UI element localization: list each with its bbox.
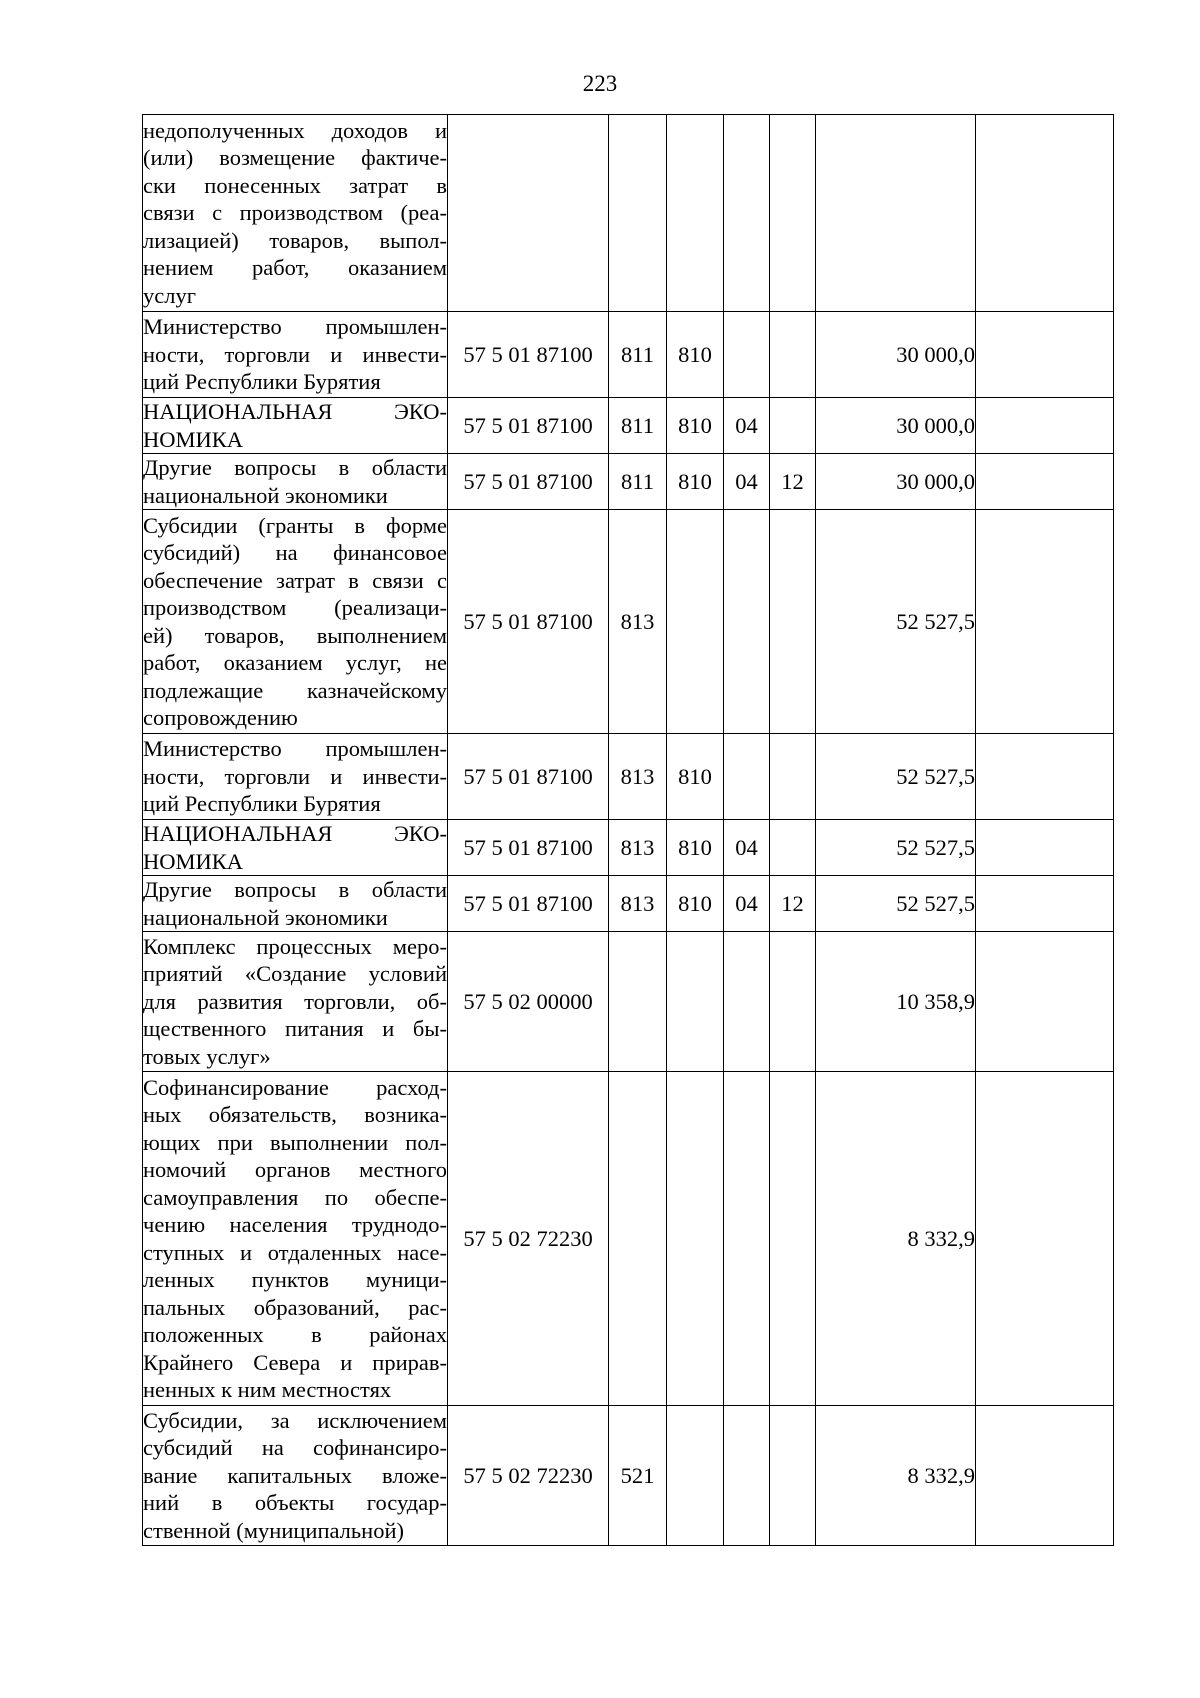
name-line: ний в объекты государ- [143,1490,447,1516]
name-line: НАЦИОНАЛЬНАЯ ЭКО- [143,821,447,846]
cell-pr: 12 [770,454,816,510]
cell-empty [976,1406,1114,1546]
table-row [143,876,1114,932]
cell-csr: 57 5 01 87100 [448,876,609,932]
name-line: Комплекс процессных меро- [143,933,447,959]
cell-csr: 57 5 01 87100 [448,398,609,454]
name-line: Другие вопросы в области [143,455,447,480]
cell-sum: 52 527,5 [816,510,976,734]
name-line: связи с производством (реа- [143,200,447,226]
name-line: положенных в районах [143,1322,447,1347]
cell-vr: 813 [609,876,667,932]
cell-grbs: 810 [667,312,724,398]
name-line: субсидий) на финансовое [143,540,447,565]
cell-empty [976,312,1114,398]
cell-empty [976,454,1114,510]
name-line: обеспечение затрат в связи с [143,567,447,593]
cell-vr: 521 [609,1406,667,1546]
cell-vr: 813 [609,510,667,734]
name-line: (или) возмещение фактиче- [143,145,447,171]
name-line: ности, торговли и инвести- [143,763,447,789]
table-body [143,115,1114,1546]
cell-sum: 52 527,5 [816,734,976,820]
name-line: товых услуг» [143,1043,271,1069]
name-line: подлежащие казначейскому [143,677,447,703]
cell-vr: 811 [609,312,667,398]
name-line: пальных образований, рас- [143,1294,447,1320]
page-number: 223 [582,71,618,96]
cell-csr: 57 5 01 87100 [448,454,609,510]
cell-rz [724,510,770,734]
cell-csr: 57 5 01 87100 [448,510,609,734]
cell-pr [770,1406,816,1546]
cell-empty [976,510,1114,734]
cell-name [143,876,448,932]
cell-grbs [667,1406,724,1546]
name-line: Министерство промышлен- [143,314,447,340]
name-line: услуг [143,282,196,308]
cell-csr: 57 5 01 87100 [448,820,609,876]
cell-rz: 04 [724,398,770,454]
name-line: Крайнего Севера и прирав- [143,1349,447,1375]
table-row [143,1072,1114,1406]
cell-pr [770,734,816,820]
cell-name [143,398,448,454]
cell-name [143,1072,448,1406]
cell-pr [770,398,816,454]
cell-name [143,1406,448,1546]
cell-sum: 8 332,9 [816,1072,976,1406]
name-line: ных обязательств, возника- [143,1102,447,1127]
cell-pr: 12 [770,876,816,932]
name-line: самоуправления по обеспе- [143,1184,447,1210]
cell-vr: 811 [609,454,667,510]
cell-name [143,115,448,312]
cell-rz: 04 [724,876,770,932]
cell-grbs: 810 [667,876,724,932]
name-line: Софинансирование расход- [143,1074,447,1100]
name-line: ненных к ним местностях [143,1377,392,1402]
table-row [143,510,1114,734]
name-line: ющих при выполнении пол- [143,1129,447,1155]
cell-rz [724,312,770,398]
cell-csr: 57 5 02 72230 [448,1406,609,1546]
cell-csr: 57 5 01 87100 [448,312,609,398]
name-line: работ, оказанием услуг, не [143,650,447,675]
cell-sum: 10 358,9 [816,932,976,1072]
cell-vr: 811 [609,398,667,454]
cell-vr: 813 [609,734,667,820]
cell-vr [609,1072,667,1406]
cell-csr: 57 5 02 00000 [448,932,609,1072]
table-row [143,115,1114,312]
name-line: недополученных доходов и [143,117,447,143]
name-line: НАЦИОНАЛЬНАЯ ЭКО- [143,399,447,424]
cell-grbs: 810 [667,820,724,876]
name-line: Субсидии (гранты в форме [143,512,447,538]
cell-sum [816,115,976,312]
cell-pr [770,312,816,398]
name-line: ей) товаров, выполнением [143,622,447,648]
name-line: для развития торговли, об- [143,988,447,1014]
cell-vr: 813 [609,820,667,876]
budget-table [142,114,1114,1546]
name-line: ступных и отдаленных насе- [143,1239,447,1265]
cell-pr [770,820,816,876]
cell-pr [770,115,816,312]
cell-rz [724,932,770,1072]
name-line: нением работ, оказанием [143,255,447,281]
cell-vr [609,932,667,1072]
name-line: ски понесенных затрат в [143,172,447,198]
table-row [143,932,1114,1072]
cell-sum: 30 000,0 [816,454,976,510]
cell-name [143,454,448,510]
name-line: сопровождению [143,705,298,730]
cell-name [143,820,448,876]
cell-empty [976,398,1114,454]
cell-sum: 30 000,0 [816,312,976,398]
cell-rz [724,115,770,312]
cell-rz: 04 [724,454,770,510]
cell-rz [724,734,770,820]
name-line: производством (реализаци- [143,595,447,620]
cell-csr: 57 5 02 72230 [448,1072,609,1406]
cell-grbs: 810 [667,454,724,510]
cell-pr [770,510,816,734]
table-row [143,312,1114,398]
name-line: Субсидии, за исключением [143,1407,447,1433]
cell-sum: 30 000,0 [816,398,976,454]
name-line: НОМИКА [143,848,244,874]
cell-empty [976,876,1114,932]
name-line: ственной (муниципальной) [143,1517,404,1543]
cell-grbs [667,510,724,734]
name-line: ций Республики Бурятия [143,791,381,817]
name-line: НОМИКА [143,426,244,452]
cell-pr [770,1072,816,1406]
name-line: субсидий на софинансиро- [143,1435,447,1461]
cell-empty [976,932,1114,1072]
cell-rz [724,1072,770,1406]
table-row [143,734,1114,820]
cell-rz [724,1406,770,1546]
name-line: вание капитальных вложе- [143,1462,447,1488]
name-line: чению населения труднодо- [143,1212,447,1237]
name-line: Министерство промышлен- [143,736,447,762]
cell-csr: 57 5 01 87100 [448,734,609,820]
name-line: щественного питания и бы- [143,1016,447,1042]
cell-name [143,932,448,1072]
table-row [143,1406,1114,1546]
cell-empty [976,820,1114,876]
table-row [143,454,1114,510]
name-line: ленных пунктов муници- [143,1267,447,1292]
name-line: номочий органов местного [143,1157,447,1182]
cell-grbs [667,1072,724,1406]
cell-pr [770,932,816,1072]
table-row [143,398,1114,454]
cell-grbs: 810 [667,734,724,820]
cell-grbs [667,932,724,1072]
name-line: ности, торговли и инвести- [143,341,447,367]
cell-empty [976,1072,1114,1406]
cell-vr [609,115,667,312]
cell-empty [976,115,1114,312]
table-row [143,820,1114,876]
name-line: ций Республики Бурятия [143,369,381,395]
name-line: приятий «Создание условий [143,961,447,987]
name-line: лизацией) товаров, выпол- [143,227,447,253]
cell-grbs: 810 [667,398,724,454]
cell-rz: 04 [724,820,770,876]
cell-sum: 8 332,9 [816,1406,976,1546]
cell-grbs [667,115,724,312]
cell-empty [976,734,1114,820]
cell-sum: 52 527,5 [816,876,976,932]
cell-csr [448,115,609,312]
name-line: Другие вопросы в области [143,877,447,902]
cell-name [143,510,448,734]
cell-sum: 52 527,5 [816,820,976,876]
name-line: национальной экономики [143,904,388,930]
name-line: национальной экономики [143,482,388,508]
cell-name [143,734,448,820]
cell-name [143,312,448,398]
